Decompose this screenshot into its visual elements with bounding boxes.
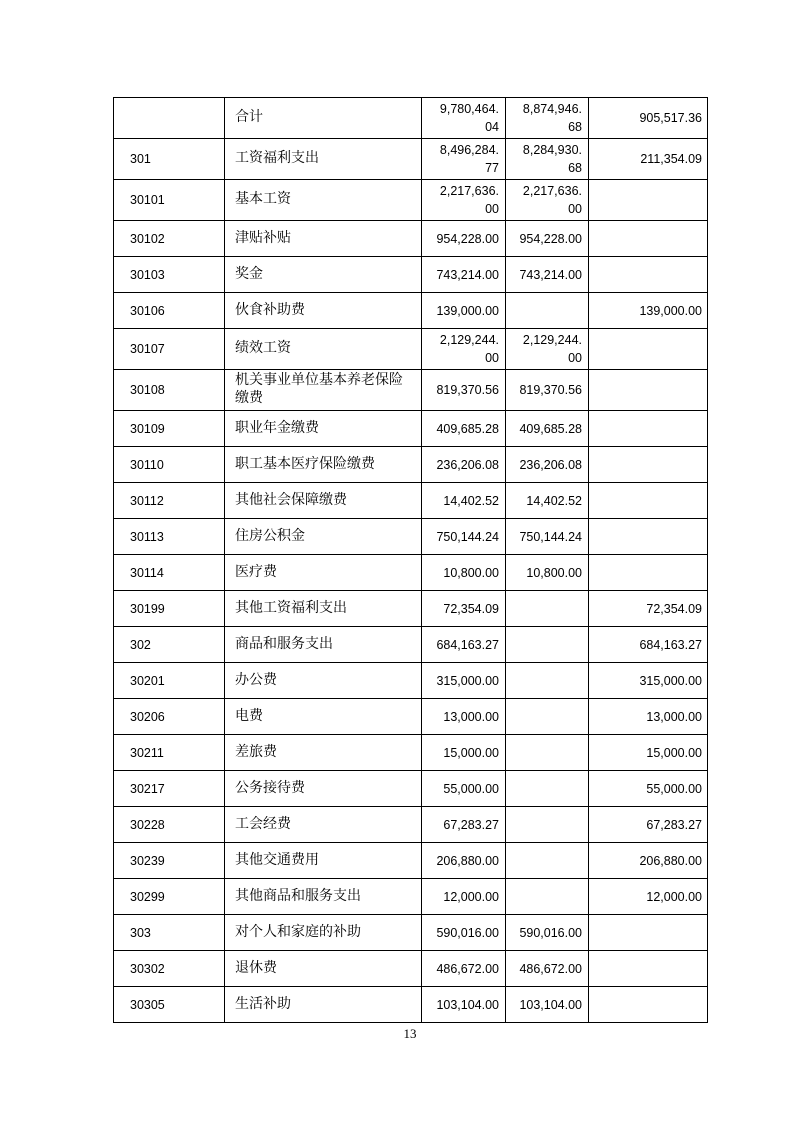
table-row (114, 771, 708, 807)
amount-cell-3 (589, 411, 708, 447)
amount-cell-3: 206,880.00 (589, 843, 708, 879)
expense-label-cell: 生活补助 (225, 987, 422, 1023)
amount-cell-1: 55,000.00 (422, 771, 506, 807)
amount-cell-3: 211,354.09 (589, 139, 708, 180)
expense-label-cell: 对个人和家庭的补助 (225, 915, 422, 951)
expense-label-cell: 公务接待费 (225, 771, 422, 807)
amount-cell-1: 103,104.00 (422, 987, 506, 1023)
table-row (114, 663, 708, 699)
page-number: 13 (403, 1026, 417, 1041)
amount-cell-2 (506, 735, 589, 771)
amount-cell-2: 8,284,930.68 (506, 139, 589, 180)
amount-cell-1: 684,163.27 (422, 627, 506, 663)
amount-cell-1: 13,000.00 (422, 699, 506, 735)
table-row (114, 139, 708, 180)
amount-cell-2: 590,016.00 (506, 915, 589, 951)
amount-cell-3: 12,000.00 (589, 879, 708, 915)
amount-cell-3: 15,000.00 (589, 735, 708, 771)
table-row (114, 987, 708, 1023)
table-row (114, 221, 708, 257)
expense-code-cell: 30109 (114, 411, 225, 447)
expense-label-cell: 津贴补贴 (225, 221, 422, 257)
expense-code-cell: 30217 (114, 771, 225, 807)
expense-code-cell: 30113 (114, 519, 225, 555)
table-row (114, 627, 708, 663)
amount-cell-2: 819,370.56 (506, 370, 589, 411)
expense-code-cell: 30103 (114, 257, 225, 293)
budget-table-body (114, 98, 708, 1023)
expense-label-cell: 其他工资福利支出 (225, 591, 422, 627)
expense-label-cell: 工资福利支出 (225, 139, 422, 180)
expense-label-cell: 办公费 (225, 663, 422, 699)
table-row (114, 411, 708, 447)
expense-label-cell: 奖金 (225, 257, 422, 293)
table-row (114, 483, 708, 519)
expense-code-cell: 30106 (114, 293, 225, 329)
amount-cell-1: 743,214.00 (422, 257, 506, 293)
amount-cell-1: 236,206.08 (422, 447, 506, 483)
amount-cell-3: 67,283.27 (589, 807, 708, 843)
expense-label-cell: 职工基本医疗保险缴费 (225, 447, 422, 483)
amount-cell-2: 486,672.00 (506, 951, 589, 987)
amount-cell-2: 743,214.00 (506, 257, 589, 293)
expense-code-cell: 30239 (114, 843, 225, 879)
expense-label-cell: 退休费 (225, 951, 422, 987)
amount-cell-2 (506, 843, 589, 879)
amount-cell-3 (589, 370, 708, 411)
amount-cell-1: 10,800.00 (422, 555, 506, 591)
amount-cell-1: 15,000.00 (422, 735, 506, 771)
table-row (114, 807, 708, 843)
expense-code-cell: 303 (114, 915, 225, 951)
expense-label-cell: 医疗费 (225, 555, 422, 591)
amount-cell-2: 8,874,946.68 (506, 98, 589, 139)
expense-code-cell: 30299 (114, 879, 225, 915)
amount-cell-3 (589, 951, 708, 987)
amount-cell-2: 103,104.00 (506, 987, 589, 1023)
expense-label-cell: 其他社会保障缴费 (225, 483, 422, 519)
expense-label-cell: 其他交通费用 (225, 843, 422, 879)
table-row (114, 591, 708, 627)
amount-cell-1: 8,496,284.77 (422, 139, 506, 180)
expense-code-cell: 30114 (114, 555, 225, 591)
expense-label-cell: 绩效工资 (225, 329, 422, 370)
amount-cell-2 (506, 663, 589, 699)
amount-cell-2 (506, 591, 589, 627)
table-row (114, 555, 708, 591)
amount-cell-2 (506, 699, 589, 735)
table-row (114, 180, 708, 221)
expense-label-cell: 职业年金缴费 (225, 411, 422, 447)
amount-cell-1: 2,217,636.00 (422, 180, 506, 221)
amount-cell-3 (589, 257, 708, 293)
expense-code-cell: 30199 (114, 591, 225, 627)
expense-code-cell: 30101 (114, 180, 225, 221)
expense-code-cell: 30201 (114, 663, 225, 699)
amount-cell-3 (589, 180, 708, 221)
expense-label-cell: 工会经费 (225, 807, 422, 843)
table-row (114, 951, 708, 987)
amount-cell-2: 236,206.08 (506, 447, 589, 483)
expense-label-cell: 住房公积金 (225, 519, 422, 555)
amount-cell-2 (506, 627, 589, 663)
expense-code-cell: 30108 (114, 370, 225, 411)
expense-code-cell: 30211 (114, 735, 225, 771)
amount-cell-2: 2,129,244.00 (506, 329, 589, 370)
amount-cell-3 (589, 915, 708, 951)
amount-cell-1: 67,283.27 (422, 807, 506, 843)
expense-label-cell: 商品和服务支出 (225, 627, 422, 663)
amount-cell-3 (589, 987, 708, 1023)
amount-cell-3: 905,517.36 (589, 98, 708, 139)
amount-cell-3: 55,000.00 (589, 771, 708, 807)
expense-code-cell: 30305 (114, 987, 225, 1023)
amount-cell-1: 2,129,244.00 (422, 329, 506, 370)
expense-code-cell: 30206 (114, 699, 225, 735)
amount-cell-3 (589, 483, 708, 519)
amount-cell-3 (589, 555, 708, 591)
table-row (114, 915, 708, 951)
expense-label-cell: 其他商品和服务支出 (225, 879, 422, 915)
amount-cell-1: 590,016.00 (422, 915, 506, 951)
expense-label-cell: 伙食补助费 (225, 293, 422, 329)
amount-cell-3: 72,354.09 (589, 591, 708, 627)
amount-cell-1: 12,000.00 (422, 879, 506, 915)
expense-label-cell: 基本工资 (225, 180, 422, 221)
amount-cell-2: 14,402.52 (506, 483, 589, 519)
amount-cell-2 (506, 771, 589, 807)
amount-cell-2: 2,217,636.00 (506, 180, 589, 221)
expense-code-cell: 30110 (114, 447, 225, 483)
table-row (114, 370, 708, 411)
expense-label-cell: 差旅费 (225, 735, 422, 771)
expense-code-cell: 302 (114, 627, 225, 663)
amount-cell-2 (506, 293, 589, 329)
amount-cell-2: 954,228.00 (506, 221, 589, 257)
amount-cell-1: 315,000.00 (422, 663, 506, 699)
amount-cell-2 (506, 879, 589, 915)
expense-label-cell: 合计 (225, 98, 422, 139)
amount-cell-2: 409,685.28 (506, 411, 589, 447)
amount-cell-1: 409,685.28 (422, 411, 506, 447)
amount-cell-3 (589, 447, 708, 483)
table-row (114, 735, 708, 771)
amount-cell-1: 9,780,464.04 (422, 98, 506, 139)
amount-cell-2: 750,144.24 (506, 519, 589, 555)
amount-cell-1: 72,354.09 (422, 591, 506, 627)
budget-table (113, 97, 708, 1023)
expense-code-cell (114, 98, 225, 139)
table-row (114, 879, 708, 915)
table-row (114, 257, 708, 293)
expense-code-cell: 30228 (114, 807, 225, 843)
expense-code-cell: 301 (114, 139, 225, 180)
table-row (114, 98, 708, 139)
expense-code-cell: 30102 (114, 221, 225, 257)
amount-cell-3: 315,000.00 (589, 663, 708, 699)
amount-cell-3 (589, 329, 708, 370)
amount-cell-2 (506, 807, 589, 843)
amount-cell-2: 10,800.00 (506, 555, 589, 591)
amount-cell-3 (589, 519, 708, 555)
amount-cell-3: 13,000.00 (589, 699, 708, 735)
table-row (114, 843, 708, 879)
table-row (114, 447, 708, 483)
expense-code-cell: 30112 (114, 483, 225, 519)
amount-cell-3 (589, 221, 708, 257)
expense-code-cell: 30107 (114, 329, 225, 370)
table-row (114, 293, 708, 329)
amount-cell-1: 206,880.00 (422, 843, 506, 879)
amount-cell-1: 750,144.24 (422, 519, 506, 555)
amount-cell-1: 486,672.00 (422, 951, 506, 987)
table-row (114, 699, 708, 735)
amount-cell-1: 139,000.00 (422, 293, 506, 329)
amount-cell-1: 819,370.56 (422, 370, 506, 411)
table-row (114, 519, 708, 555)
table-row (114, 329, 708, 370)
amount-cell-1: 14,402.52 (422, 483, 506, 519)
expense-label-cell: 电费 (225, 699, 422, 735)
amount-cell-1: 954,228.00 (422, 221, 506, 257)
amount-cell-3: 684,163.27 (589, 627, 708, 663)
expense-label-cell: 机关事业单位基本养老保险缴费 (225, 370, 422, 411)
amount-cell-3: 139,000.00 (589, 293, 708, 329)
expense-code-cell: 30302 (114, 951, 225, 987)
